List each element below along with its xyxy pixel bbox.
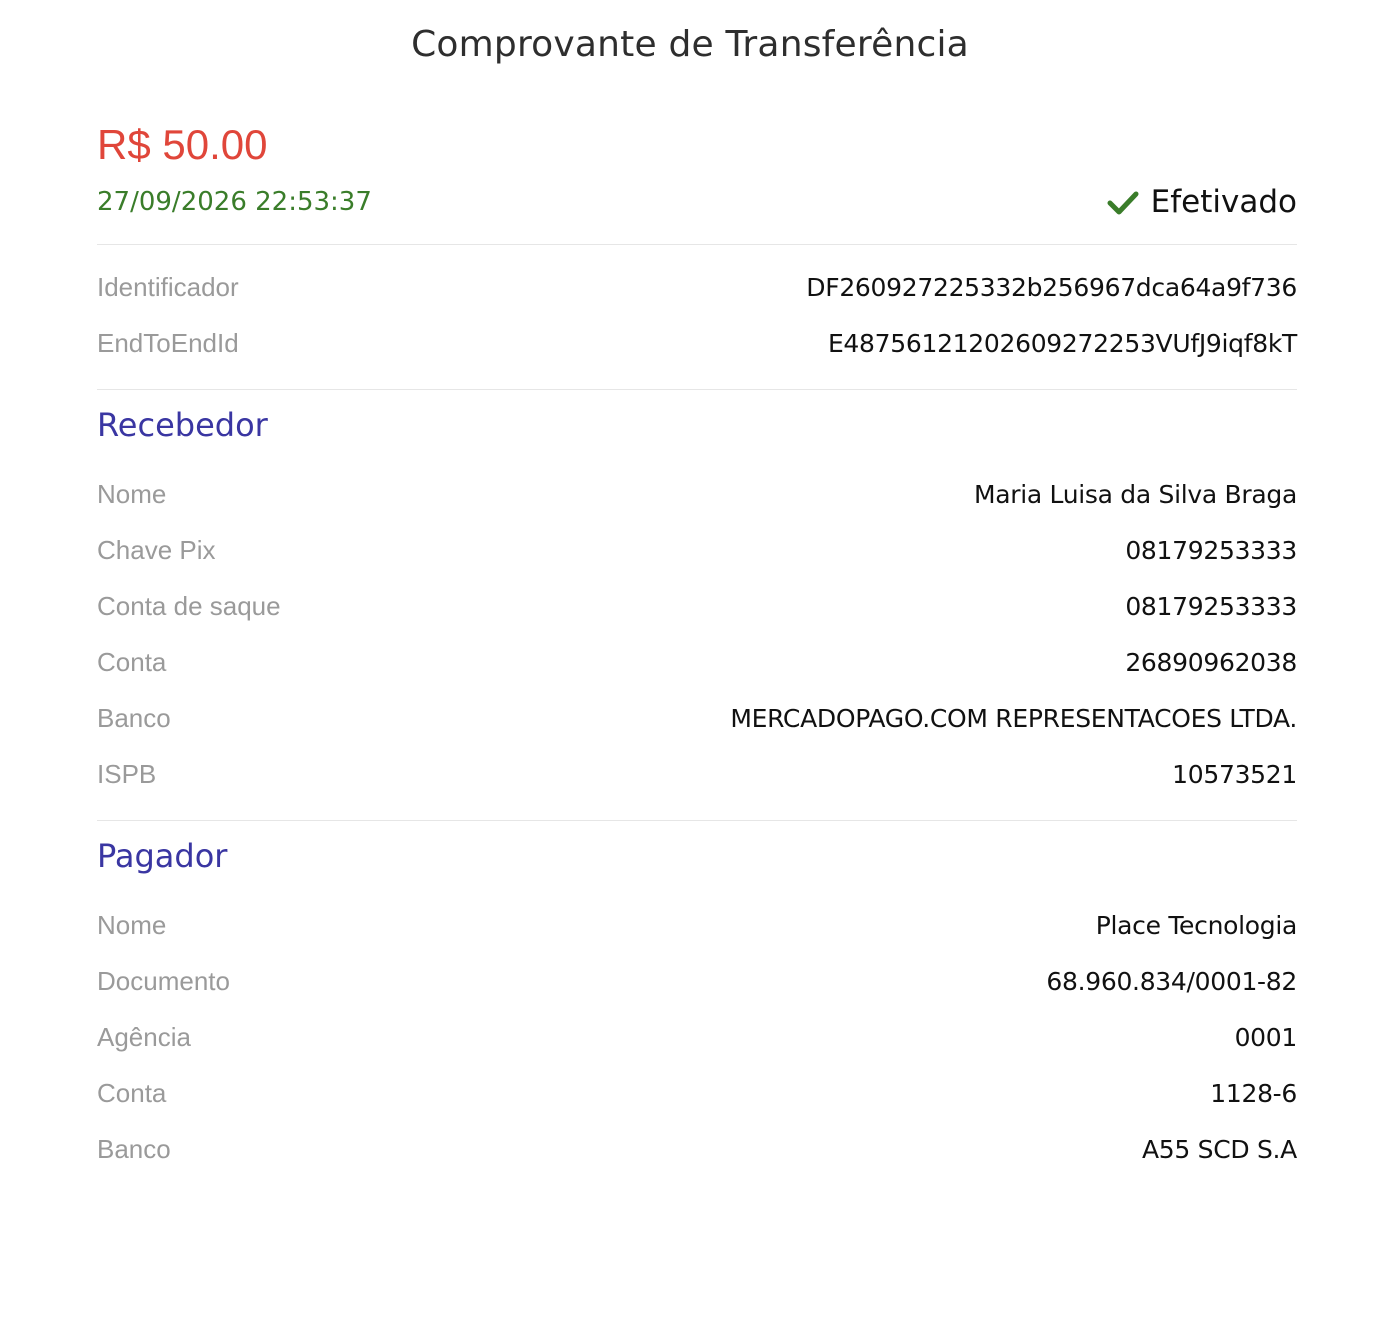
transfer-datetime: 27/09/2026 22:53:37 xyxy=(97,187,372,217)
section-title-recebedor: Recebedor xyxy=(97,406,268,444)
row-label: EndToEndId xyxy=(97,327,239,358)
payer-account-row xyxy=(97,1065,1297,1121)
row-value: Place Tecnologia xyxy=(1095,910,1297,940)
row-label: Nome xyxy=(97,909,167,940)
identificador-row xyxy=(97,259,1297,315)
payer-name-row xyxy=(97,897,1297,953)
status-badge xyxy=(1107,184,1297,220)
row-label: Documento xyxy=(97,965,230,996)
receiver-bank-row xyxy=(97,690,1297,746)
receiver-pix-key-row xyxy=(97,522,1297,578)
row-label: Nome xyxy=(97,478,167,509)
row-value: 26890962038 xyxy=(1125,647,1297,677)
receiver-section xyxy=(97,460,1297,802)
row-value: Maria Luisa da Silva Braga xyxy=(973,479,1297,509)
row-value: 0001 xyxy=(1234,1022,1297,1052)
receipt-content xyxy=(97,120,1297,1177)
receiver-ispb-row xyxy=(97,746,1297,802)
row-value: MERCADOPAGO.COM REPRESENTACOES LTDA. xyxy=(730,703,1297,733)
receiver-account-row xyxy=(97,634,1297,690)
row-value: A55 SCD S.A xyxy=(1141,1134,1297,1164)
row-label: Identificador xyxy=(97,271,239,302)
row-value: E48756121202609272253VUfJ9iqf8kT xyxy=(827,328,1297,358)
row-label: Conta xyxy=(97,1077,167,1108)
row-value: 68.960.834/0001-82 xyxy=(1046,966,1297,996)
status-row xyxy=(97,180,1297,224)
check-icon xyxy=(1107,186,1139,218)
section-title-pagador: Pagador xyxy=(97,837,228,875)
payer-bank-row xyxy=(97,1121,1297,1177)
row-label: Conta xyxy=(97,646,167,677)
row-value: 08179253333 xyxy=(1125,591,1297,621)
row-label: Conta de saque xyxy=(97,590,281,621)
row-label: Banco xyxy=(97,702,171,733)
receiver-withdraw-account-row xyxy=(97,578,1297,634)
row-label: Chave Pix xyxy=(97,534,216,565)
payer-section xyxy=(97,891,1297,1177)
row-label: ISPB xyxy=(97,758,157,789)
row-value: 08179253333 xyxy=(1125,535,1297,565)
row-label: Agência xyxy=(97,1021,191,1052)
receiver-name-row xyxy=(97,466,1297,522)
payer-document-row xyxy=(97,953,1297,1009)
status-label: Efetivado xyxy=(1150,184,1297,220)
ids-section xyxy=(97,245,1297,371)
row-value: 10573521 xyxy=(1172,759,1297,789)
row-label: Banco xyxy=(97,1133,171,1164)
payer-agency-row xyxy=(97,1009,1297,1065)
row-value: 1128-6 xyxy=(1210,1078,1297,1108)
end-to-end-id-row xyxy=(97,315,1297,371)
amount: R$ 50.00 xyxy=(97,121,268,168)
page-title: Comprovante de Transferência xyxy=(411,24,969,65)
row-value: DF260927225332b256967dca64a9f736 xyxy=(806,272,1297,302)
